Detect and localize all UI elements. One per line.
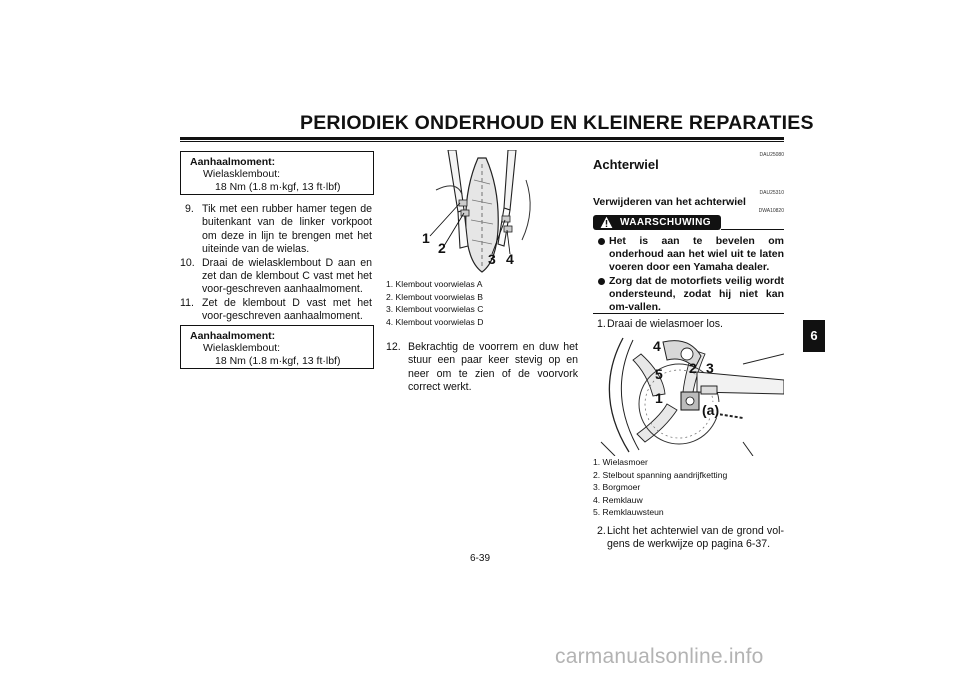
step-text: Draai de wielasmoer los. [607,318,723,330]
warning-text: Het is aan te bevelen om onderhoud aan het wiel uit te laten voeren door een Yamaha dealer. [609,235,784,273]
torque-item: Wielasklembout: [203,168,281,180]
step-11 [180,297,372,324]
warning-list [593,235,784,315]
bullet-icon [598,238,605,245]
callout-1: 1 [655,390,663,406]
front-fork-illustration [386,150,578,276]
torque-value: 18 Nm (1.8 m·kgf, 13 ft·lbf) [215,355,341,367]
torque-item: Wielasklembout: [203,342,281,354]
page-number: 6-39 [469,553,490,564]
callout-3: 3 [706,360,714,376]
warning-label: WAARSCHUWING [620,216,711,228]
doc-code: DAU25310 [759,190,784,196]
legend-item: 3. Borgmoer [593,482,641,492]
legend-item: 5. Remklauwsteun [593,507,664,517]
title-rule-thin [180,141,784,142]
step-number: 12. [386,341,401,353]
step-text: Tik met een rubber hamer tegen de buitenkant van de linker vorkpoot om deze in lijn te brengen met het uiteinde van de wielas. [202,203,372,256]
warning-item [593,235,784,274]
torque-value: 18 Nm (1.8 m·kgf, 13 ft·lbf) [215,181,341,193]
step-12 [386,341,578,395]
step-number: 2. [597,525,606,537]
rear-step-2 [593,525,784,552]
legend-item: 1. Wielasmoer [593,457,648,467]
callout-1: 1 [422,230,430,246]
rear-wheel-figure [593,334,784,456]
step-9 [180,203,372,257]
callout-2: 2 [689,360,697,376]
watermark: carmanualsonline.info [555,645,764,668]
torque-box-1 [180,151,374,195]
torque-heading: Aanhaalmoment: [190,156,276,168]
callout-5: 5 [655,366,663,382]
warning-banner [593,215,721,230]
left-steps [180,203,372,324]
step-number: 10. [180,256,195,269]
torque-box-2 [180,325,374,369]
legend-item: 4. Klembout voorwielas D [386,316,484,327]
legend-item: 1. Klembout voorwielas A [386,279,483,289]
chapter-tab[interactable]: 6 [803,320,825,352]
step-text: Licht het achterwiel van de grond vol-gens de werkwijze op pagina 6-37. [607,525,784,551]
callout-a: (a) [702,402,720,418]
callout-4: 4 [506,251,514,267]
warning-text: Zorg dat de motorfiets veilig wordt ondersteund, zodat hij niet kan om-vallen. [609,275,784,313]
rear-step-1 [593,318,784,331]
legend-item: 3. Klembout voorwielas C [386,304,484,314]
step-number: 9. [185,203,194,215]
legend-item: 2. Klembout voorwielas B [386,291,483,302]
bullet-icon [598,278,605,285]
page-title: PERIODIEK ONDERHOUD EN KLEINERE REPARATIES [300,112,814,134]
callout-4: 4 [653,338,661,354]
front-fork-figure [386,150,578,276]
warning-triangle-icon [600,216,613,229]
step-text: Zet de klembout D vast met het voor-geschreven aanhaalmoment. [202,296,372,323]
front-fork-legend [386,278,483,328]
subsection-heading: Verwijderen van het achterwiel [593,196,746,208]
warning-item [593,275,784,314]
callout-3: 3 [488,251,496,267]
doc-code: DAU25080 [759,152,784,158]
doc-code: DWA10820 [758,208,784,214]
title-rule [180,137,784,140]
torque-heading: Aanhaalmoment: [190,330,276,342]
legend-item: 4. Remklauw [593,494,643,505]
step-text: Draai de wielasklembout D aan en zet dan de klembout C vast met het voor-geschreven aanhaalmoment. [202,256,372,296]
step-number: 1. [597,318,606,330]
step-number: 11. [180,296,194,309]
step-text: Bekrachtig de voorrem en duw het stuur een paar keer stevig op en neer om te zien of de voorvork correct werkt. [408,341,578,394]
warning-rule [721,229,784,230]
warning-end-rule [593,313,784,314]
section-heading: Achterwiel [593,157,659,172]
rear-wheel-illustration [593,334,784,456]
rear-wheel-legend [593,456,727,519]
legend-item: 2. Stelbout spanning aandrijfketting [593,469,728,480]
callout-2: 2 [438,240,446,256]
step-10 [180,257,372,297]
